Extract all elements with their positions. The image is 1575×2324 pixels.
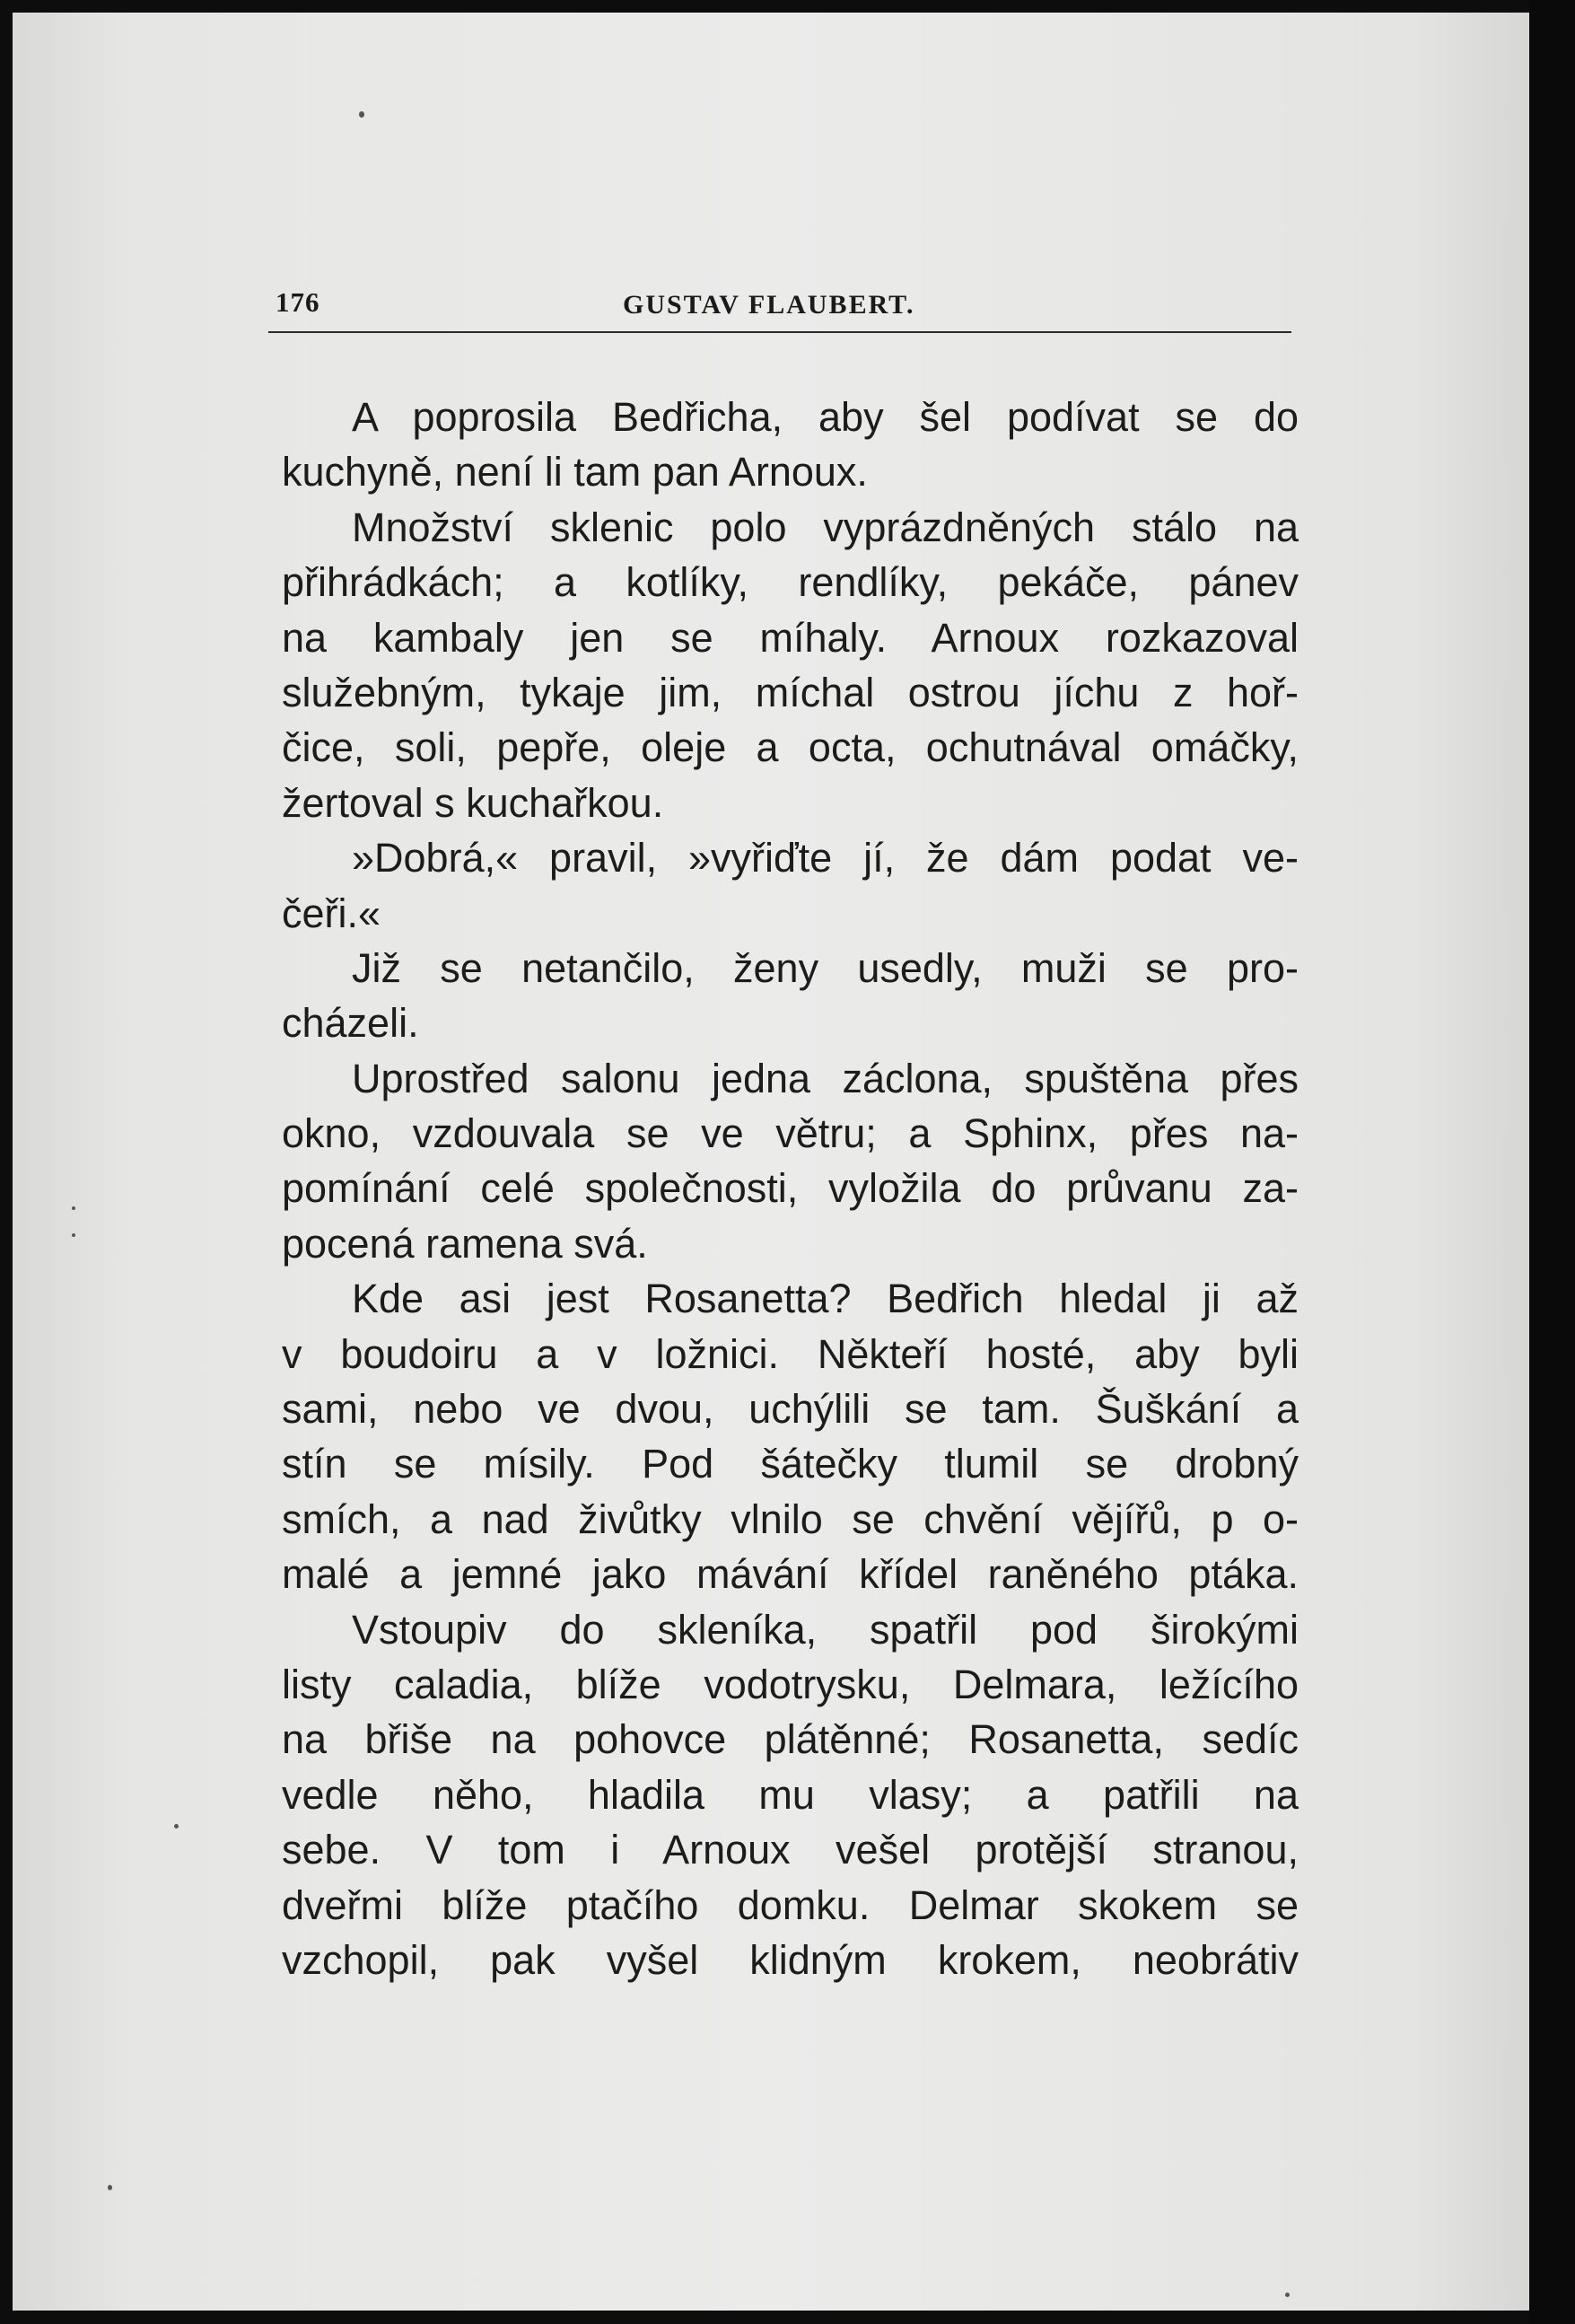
text-line: »Dobrá,« pravil, »vyřiďte jí, že dám podat ve- (352, 835, 1299, 881)
text-line: malé a jemné jako mávání křídel raněného ptáka. (282, 1551, 1299, 1598)
dust-speck (72, 1233, 75, 1237)
text-line: okno, vzdouvala se ve větru; a Sphinx, přes na- (282, 1110, 1299, 1157)
body-text (282, 390, 1299, 1987)
text-line: listy caladia, blíže vodotrysku, Delmara, ležícího (282, 1661, 1299, 1707)
running-head: GUSTAV FLAUBERT. (623, 290, 915, 320)
text-line: kuchyně, není li tam pan Arnoux. (282, 449, 868, 495)
text-line: žertoval s kuchařkou. (282, 779, 664, 826)
dust-speck (1285, 2293, 1290, 2297)
dust-speck (72, 1206, 75, 1210)
dust-speck (174, 1824, 179, 1829)
text-line: služebným, tykaje jim, míchal ostrou jíchu z hoř- (282, 669, 1299, 715)
page-header (268, 286, 1291, 333)
text-line: Vstoupiv do skleníka, spatřil pod širokými (352, 1606, 1299, 1653)
scan-border-right (1529, 0, 1575, 2324)
text-line: Uprostřed salonu jedna záclona, spuštěna přes (352, 1055, 1299, 1101)
text-line: pocená ramena svá. (282, 1220, 648, 1267)
text-line: čeři.« (282, 890, 381, 936)
text-line: na břiše na pohovce plátěnné; Rosanetta, sedíc (282, 1716, 1299, 1763)
dust-speck (108, 2185, 112, 2190)
text-line: Kde asi jest Rosanetta? Bedřich hledal ji až (352, 1276, 1299, 1322)
text-line: Již se netančilo, ženy usedly, muži se pro- (352, 944, 1299, 991)
text-line: vzchopil, pak vyšel klidným krokem, neobrátiv (282, 1936, 1299, 1983)
text-line: smích, a nad živůtky vlnilo se chvění vějířů, p o- (282, 1495, 1299, 1542)
text-line: vedle něho, hladila mu vlasy; a patřili na (282, 1771, 1299, 1818)
text-line: v boudoiru a v ložnici. Někteří hosté, aby byli (282, 1330, 1299, 1377)
text-line: sami, nebo ve dvou, uchýlili se tam. Šuškání a (282, 1386, 1299, 1433)
text-line: pomínání celé společnosti, vyložila do průvanu za- (282, 1165, 1299, 1212)
text-line: cházeli. (282, 1000, 419, 1047)
text-line: sebe. V tom i Arnoux vešel protější stranou, (282, 1827, 1299, 1873)
book-page (13, 13, 1529, 2311)
text-line: čice, soli, pepře, oleje a octa, ochutnával omáčky, (282, 724, 1299, 771)
header-rule (268, 331, 1291, 333)
text-line: A poprosila Bedřicha, aby šel podívat se do (352, 394, 1299, 440)
text-line: na kambaly jen se míhaly. Arnoux rozkazoval (282, 614, 1299, 661)
text-line: stín se mísily. Pod šátečky tlumil se drobný (282, 1441, 1299, 1487)
page-number: 176 (276, 286, 320, 318)
text-line: přihrádkách; a kotlíky, rendlíky, pekáče, pánev (282, 559, 1299, 606)
dust-speck (359, 111, 364, 118)
text-line: dveřmi blíže ptačího domku. Delmar skokem se (282, 1881, 1299, 1928)
text-line: Množství sklenic polo vyprázdněných stálo na (352, 504, 1299, 550)
